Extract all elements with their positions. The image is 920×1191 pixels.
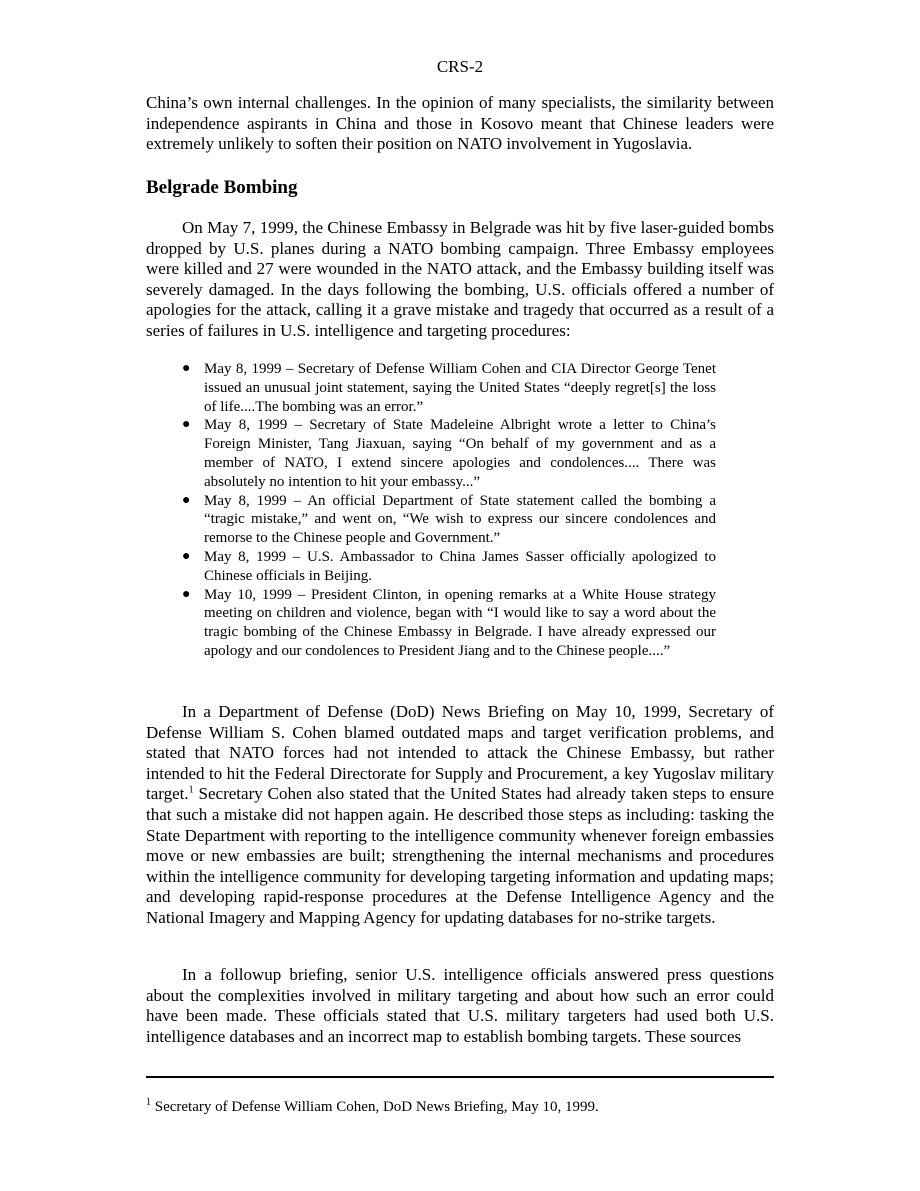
- bullet-icon: ●: [182, 361, 191, 376]
- bullet-icon: ●: [182, 548, 191, 564]
- list-item: [182, 416, 716, 491]
- list-item-text: May 8, 1999 – U.S. Ambassador to China James Sasser officially apologized to Chinese officials in Beijing.: [204, 548, 716, 584]
- list-item: [182, 586, 716, 661]
- list-item: [182, 548, 716, 586]
- list-item: [182, 360, 716, 416]
- list-item: [182, 492, 716, 548]
- bullet-icon: ●: [182, 586, 191, 602]
- footnote-text: Secretary of Defense William Cohen, DoD News Briefing, May 10, 1999.: [151, 1099, 599, 1115]
- footnote-number: 1: [146, 1097, 151, 1108]
- bullet-icon: ●: [182, 417, 191, 433]
- list-item-text: May 8, 1999 – Secretary of Defense William Cohen and CIA Director George Tenet issued an unusual joint statement, saying the United States “deeply regret[s] the loss of life....The bombing was an error.”: [204, 361, 716, 415]
- page-header: CRS-2: [436, 57, 484, 76]
- bullet-icon: ●: [182, 492, 191, 508]
- paragraph-followup: In a followup briefing, senior U.S. intelligence officials answered press questions about the complexities involved in military targeting and about how such an error could have been made. These officials stated that U.S. military targeters had used both U.S. intelligence databases and an incorrect map to establish bombing targets. These sources: [146, 965, 774, 1046]
- paragraph-text: In a Department of Defense (DoD) News Briefing on May 10, 1999, Secretary of Defense William S. Cohen blamed outdated maps and target verification problems, and stated that NATO forces had not intended to attack the Chinese Embassy, but rather intended to hit the Federal Directorate for Supply and Procurement, a key Yugoslav military target.: [146, 702, 774, 804]
- paragraph-bombing: On May 7, 1999, the Chinese Embassy in Belgrade was hit by five laser-guided bombs dropped by U.S. planes during a NATO bombing campaign. Three Embassy employees were killed and 27 were wounded in the NATO attack, and the Embassy building itself was severely damaged. In the days following the bombing, U.S. officials offered a number of apologies for the attack, calling it a grave mistake and tragedy that occurred as a result of a series of failures in U.S. intelligence and targeting procedures:: [146, 218, 774, 340]
- footnote-divider: [146, 1076, 774, 1078]
- list-item-text: May 8, 1999 – Secretary of State Madeleine Albright wrote a letter to China’s Foreign Minister, Tang Jiaxuan, saying “On behalf of my government and as a member of NATO, I extend sincere apologies and condolences.... There was absolutely no intention to hit your embassy...”: [204, 417, 716, 490]
- paragraph-intro: China’s own internal challenges. In the opinion of many specialists, the similarity between independence aspirants in China and those in Kosovo meant that Chinese leaders were extremely unlikely to soften their position on NATO involvement in Yugoslavia.: [146, 93, 774, 154]
- paragraph-text: Secretary Cohen also stated that the United States had already taken steps to ensure that such a mistake did not happen again. He described those steps as including: tasking the State Department with reporting to the intelligence community whenever foreign embassies move or new embassies are built; strengthening the internal mechanisms and procedures within the intelligence community for developing targeting information and updating maps; and developing rapid-response procedures at the Defense Intelligence Agency and the National Imagery and Mapping Agency for updating databases for no-strike targets.: [146, 784, 774, 927]
- list-item-text: May 10, 1999 – President Clinton, in opening remarks at a White House strategy meeting on children and violence, began with “I would like to say a word about the tragic bombing of the Chinese Embassy in Belgrade. I have already expressed our apology and our condolences to President Jiang and to the Chinese people....”: [204, 586, 716, 659]
- section-heading: Belgrade Bombing: [146, 177, 298, 198]
- footnote-reference: 1: [188, 784, 194, 796]
- apology-list: [182, 360, 716, 661]
- paragraph-dod-briefing: [146, 702, 774, 929]
- list-item-text: May 8, 1999 – An official Department of State statement called the bombing a “tragic mistake,” and went on, “We wish to express our sincere condolences and remorse to the Chinese people and Government.”: [204, 492, 716, 547]
- footnote: [146, 1097, 774, 1117]
